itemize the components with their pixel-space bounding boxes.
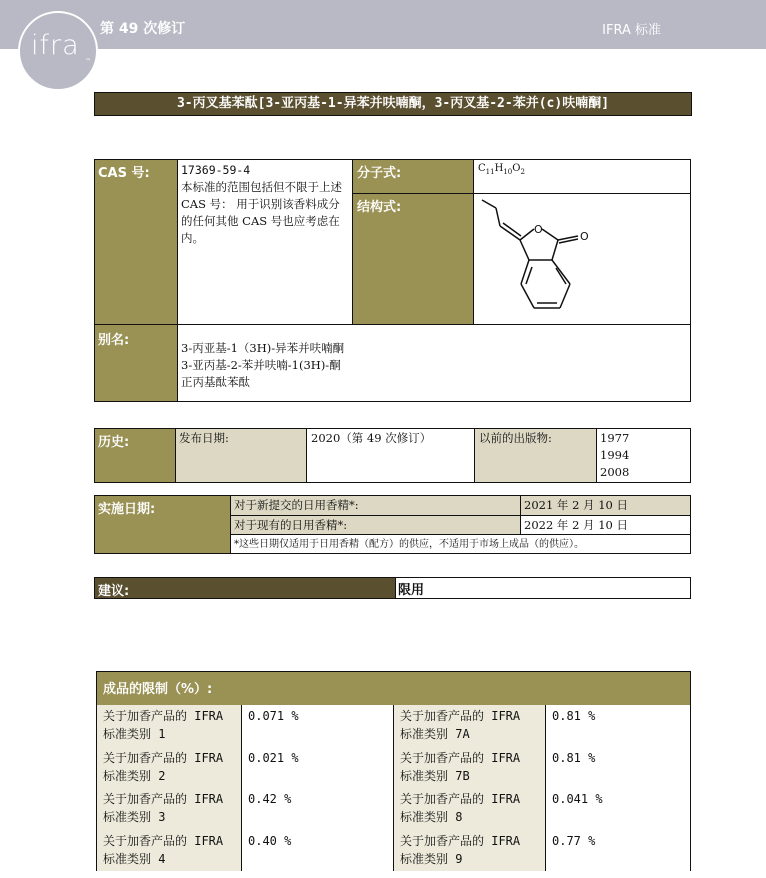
limit-value-left: 0.021 % [241,747,393,789]
limit-category-right: 关于加香产品的 IFRA 标准类别 7B [393,747,545,789]
cas-label-cell [94,159,178,325]
history-label: 历史: [98,435,130,450]
formula-value: $C_{11}H_{10}O_2$ [473,159,691,194]
limit-row [96,830,691,872]
limit-category-right: 关于加香产品的 IFRA 标准类别 7A [393,705,545,747]
recommendation-value: 限用 [395,577,691,599]
cas-value-cell [177,159,353,325]
limit-category-left: 关于加香产品的 IFRA 标准类别 2 [96,747,241,789]
limit-row-edge [690,747,691,789]
limits-table [96,705,691,878]
limit-value-right: 0.81 % [545,705,691,747]
synonym-item: 3-亚丙基-2-苯并呋喃-1(3H)-酮 [181,358,341,372]
svg-text:O: O [534,223,543,236]
previous-year: 1994 [600,448,630,462]
limit-category-right: 关于加香产品的 IFRA 标准类别 9 [393,830,545,872]
publish-date-value: 2020（第 49 次修订） [306,428,475,483]
logo-text: ifra [31,30,80,61]
synonyms-cell [177,324,691,402]
implementation-label: 实施日期: [98,502,156,517]
implementation-note: *这些日期仅适用于日用香精（配方）的供应，不适用于市场上成品（的供应）。 [230,534,691,554]
svg-text:O: O [580,230,589,243]
limits-header-label: 成品的限制（%）: [103,682,213,697]
implementation-label-cell [94,495,231,554]
limit-value-left: 0.071 % [241,705,393,747]
structure-cell [473,193,691,325]
existing-fragrance-date: 2022 年 2 月 10 日 [520,515,691,535]
limit-value-right: 0.81 % [545,747,691,789]
cas-label: CAS 号: [98,166,150,181]
cas-note: 本标准的范围包括但不限于上述 CAS 号： 用于识别该香料成分的任何其他 CAS 号也应考虑在内。 [181,180,342,245]
logo-trademark: ™ [85,58,91,65]
limit-row [96,788,691,830]
recommendation-label: 建议: [98,584,130,599]
limit-value-right: 0.041 % [545,788,691,830]
synonym-item: 正丙基酞苯酞 [181,375,250,389]
limit-category-left: 关于加香产品的 IFRA 标准类别 1 [96,705,241,747]
history-label-cell [94,428,176,483]
formula-label-cell [352,159,474,194]
formula-label: 分子式: [357,166,402,181]
new-fragrance-label: 对于新提交的日用香精*: [230,495,521,516]
limit-row-edge [690,705,691,747]
limit-row-edge [690,830,691,872]
synonyms-label-cell [94,324,178,402]
existing-fragrance-label: 对于现有的日用香精*: [230,515,521,535]
standard-label: IFRA 标准 [602,23,661,38]
limits-header [96,671,691,705]
new-fragrance-date: 2021 年 2 月 10 日 [520,495,691,516]
recommendation-label-cell [94,577,396,599]
limit-value-left: 0.42 % [241,788,393,830]
limit-category-left: 关于加香产品的 IFRA 标准类别 3 [96,788,241,830]
previous-year: 2008 [600,465,630,479]
synonyms-label: 别名: [98,333,130,348]
limit-category-right: 关于加香产品的 IFRA 标准类别 8 [393,788,545,830]
limit-row [96,747,691,789]
amendment-label: 第 49 次修订 [100,21,186,37]
structure-label: 结构式: [357,200,402,215]
previous-publications-list [596,428,691,483]
limit-value-right: 0.77 % [545,830,691,872]
limit-value-left: 0.40 % [241,830,393,872]
document-title: 3-丙叉基苯酞[3-亚丙基-1-异苯并呋喃酮，3-丙叉基-2-苯并(c)呋喃酮] [94,92,692,116]
cas-number: 17369-59-4 [181,163,251,177]
synonym-item: 3-丙亚基-1（3H)-异苯并呋喃酮 [181,341,345,355]
limit-row-edge [690,788,691,830]
previous-year: 1977 [600,431,630,445]
limit-row [96,705,691,747]
chemical-structure-image [474,194,690,324]
structure-label-cell [352,193,474,325]
limit-category-left: 关于加香产品的 IFRA 标准类别 4 [96,830,241,872]
publish-date-label: 发布日期: [175,428,307,483]
previous-publications-label: 以前的出版物: [474,428,597,483]
